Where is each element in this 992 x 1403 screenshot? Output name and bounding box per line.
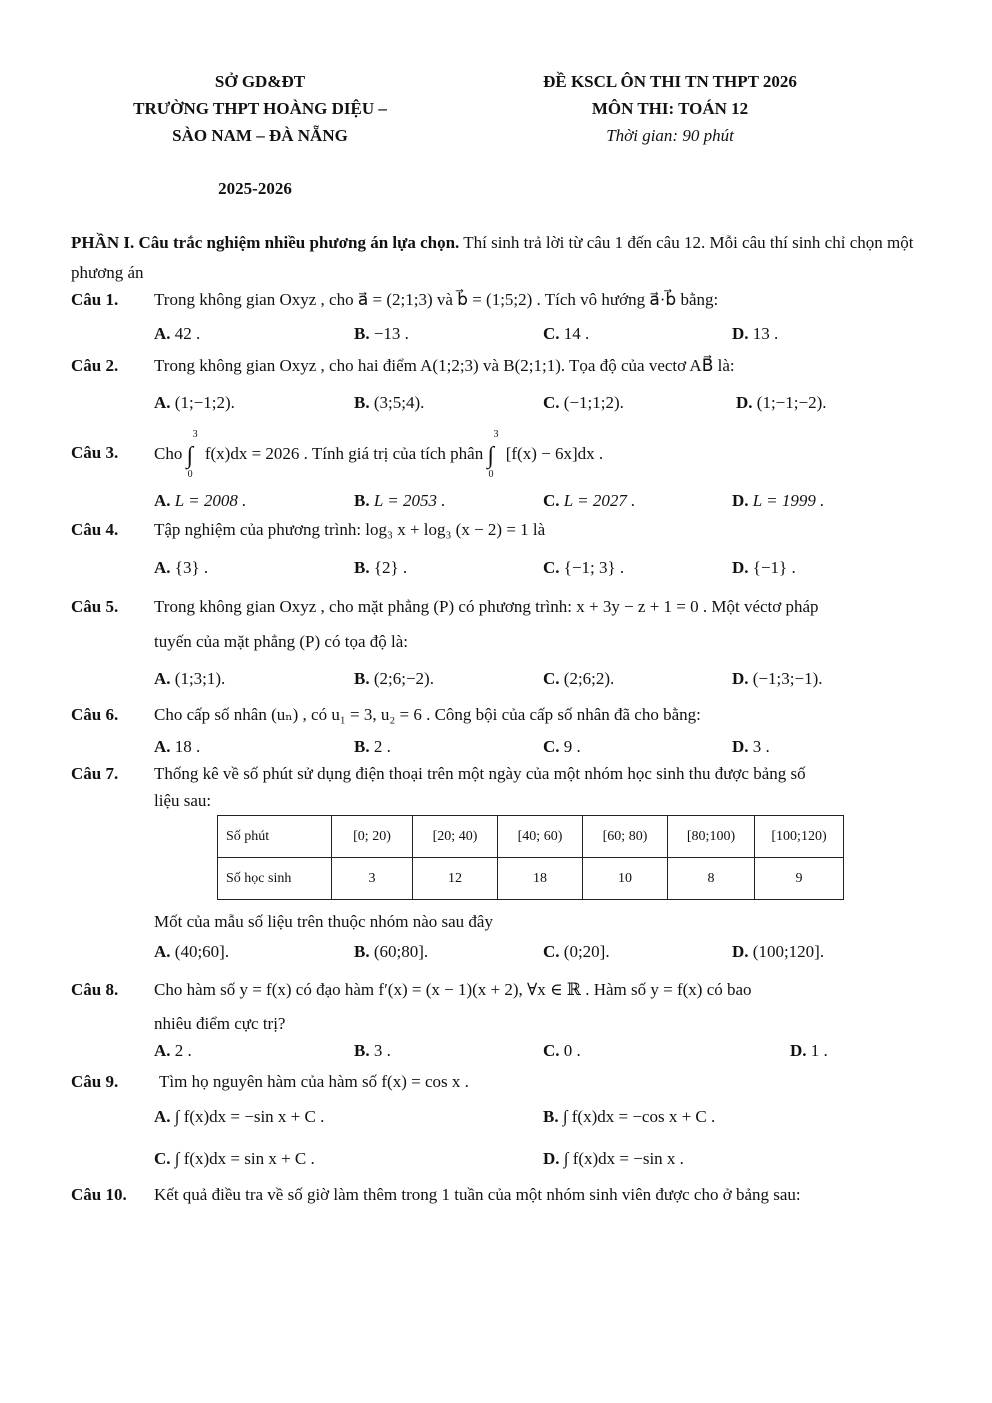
- table-header-cell: Số phút: [218, 816, 332, 858]
- q7-option-b[interactable]: B. (60;80].: [354, 942, 429, 961]
- section-title: PHẦN I. Câu trắc nghiệm nhiều phương án lựa chọn.: [71, 233, 460, 252]
- q1-option-a[interactable]: A. 42 .: [154, 324, 201, 343]
- question-8-label: Câu 8.: [71, 980, 119, 999]
- q9-option-a[interactable]: A. ∫ f(x)dx = −sin x + C .: [154, 1107, 325, 1126]
- q3-option-b[interactable]: B. L = 2053 .: [354, 491, 446, 510]
- table-cell: [100;120): [755, 816, 844, 858]
- q9-option-d[interactable]: D. ∫ f(x)dx = −sin x .: [543, 1149, 684, 1168]
- q6-option-a[interactable]: A. 18 .: [154, 737, 201, 756]
- q8-option-d[interactable]: D. 1 .: [790, 1041, 828, 1060]
- q2-option-c[interactable]: C. (−1;1;2).: [543, 393, 624, 412]
- q6-option-d[interactable]: D. 3 .: [732, 737, 770, 756]
- q7-option-c[interactable]: C. (0;20].: [543, 942, 610, 961]
- exam-duration: Thời gian: 90 phút: [606, 126, 734, 145]
- table-cell: 8: [668, 858, 755, 900]
- question-3-text: Cho ∫ 3 0 f(x)dx = 2026 . Tính giá trị của tích phân ∫ 3 0 [f(x) − 6x]dx .: [154, 429, 604, 480]
- section-heading: [71, 228, 922, 288]
- question-2-label: Câu 2.: [71, 356, 119, 375]
- q3-option-a[interactable]: A. L = 2008 .: [154, 491, 247, 510]
- q2-option-d[interactable]: D. (1;−1;−2).: [736, 393, 827, 412]
- q3-option-d[interactable]: D. L = 1999 .: [732, 491, 825, 510]
- school-year: 2025-2026: [218, 179, 292, 198]
- q5-option-c[interactable]: C. (2;6;2).: [543, 669, 615, 688]
- exam-title: ĐỀ KSCL ÔN THI TN THPT 2026: [543, 72, 797, 91]
- table-row: [218, 858, 844, 900]
- question-3-label: Câu 3.: [71, 443, 119, 462]
- question-8-text-cont: nhiêu điểm cực trị?: [154, 1014, 286, 1033]
- frequency-table: [217, 815, 844, 900]
- integral-1: ∫ 3 0: [186, 429, 198, 480]
- question-7-text-cont: liệu sau:: [154, 791, 212, 810]
- q6-option-b[interactable]: B. 2 .: [354, 737, 391, 756]
- q2-option-a[interactable]: A. (1;−1;2).: [154, 393, 235, 412]
- school-name: TRƯỜNG THPT HOÀNG DIỆU –: [133, 99, 387, 118]
- question-7-label: Câu 7.: [71, 764, 119, 783]
- table-row: [218, 816, 844, 858]
- school-location: SÀO NAM – ĐÀ NẴNG: [172, 126, 348, 145]
- question-1-text: Trong không gian Oxyz , cho a⃗ = (2;1;3) và b⃗ = (1;5;2) . Tích vô hướng a⃗·b⃗ bằng:: [154, 290, 719, 309]
- q5-option-d[interactable]: D. (−1;3;−1).: [732, 669, 823, 688]
- question-10-label: Câu 10.: [71, 1185, 127, 1204]
- table-cell: 12: [413, 858, 498, 900]
- q7-option-a[interactable]: A. (40;60].: [154, 942, 230, 961]
- q1-option-b[interactable]: B. −13 .: [354, 324, 409, 343]
- question-7-prompt: Mốt của mẫu số liệu trên thuộc nhóm nào sau đây: [154, 912, 493, 931]
- table-cell: [40; 60): [498, 816, 583, 858]
- q1-option-c[interactable]: C. 14 .: [543, 324, 590, 343]
- question-1-label: Câu 1.: [71, 290, 119, 309]
- q5-option-a[interactable]: A. (1;3;1).: [154, 669, 226, 688]
- q5-option-b[interactable]: B. (2;6;−2).: [354, 669, 434, 688]
- q8-option-a[interactable]: A. 2 .: [154, 1041, 192, 1060]
- q1-option-d[interactable]: D. 13 .: [732, 324, 779, 343]
- question-4-label: Câu 4.: [71, 520, 119, 539]
- q4-option-c[interactable]: C. {−1; 3} .: [543, 558, 625, 577]
- question-5-text-cont: tuyến của mặt phẳng (P) có tọa độ là:: [154, 632, 408, 651]
- question-6-text: Cho cấp số nhân (uₙ) , có u₁ = 3, u₂ = 6 . Công bội của cấp số nhân đã cho bằng:: [154, 705, 701, 724]
- question-8-text: Cho hàm số y = f(x) có đạo hàm f′(x) = (x − 1)(x + 2), ∀x ∈ ℝ . Hàm số y = f(x) có bao: [154, 980, 752, 999]
- q4-option-a[interactable]: A. {3} .: [154, 558, 209, 577]
- q4-option-d[interactable]: D. {−1} .: [732, 558, 796, 577]
- question-6-label: Câu 6.: [71, 705, 119, 724]
- table-cell: [80;100): [668, 816, 755, 858]
- table-cell: 18: [498, 858, 583, 900]
- q6-option-c[interactable]: C. 9 .: [543, 737, 581, 756]
- q2-option-b[interactable]: B. (3;5;4).: [354, 393, 425, 412]
- question-7-text: Thống kê về số phút sử dụng điện thoại trên một ngày của một nhóm học sinh thu được bảng số: [154, 764, 806, 783]
- department-name: SỞ GD&ĐT: [214, 72, 306, 91]
- table-header-cell: Số học sinh: [218, 858, 332, 900]
- question-5-label: Câu 5.: [71, 597, 119, 616]
- question-4-text: Tập nghiệm của phương trình: log₃ x + log₃ (x − 2) = 1 là: [154, 520, 546, 539]
- table-cell: 3: [332, 858, 413, 900]
- q8-option-c[interactable]: C. 0 .: [543, 1041, 581, 1060]
- question-5-text: Trong không gian Oxyz , cho mặt phẳng (P) có phương trình: x + 3y − z + 1 = 0 . Một véctơ pháp: [154, 597, 819, 616]
- table-cell: 9: [755, 858, 844, 900]
- integral-2: ∫ 3 0: [487, 429, 499, 480]
- question-10-text: Kết quả điều tra về số giờ làm thêm trong 1 tuần của một nhóm sinh viên được cho ở bảng sau:: [154, 1185, 801, 1204]
- q9-option-b[interactable]: B. ∫ f(x)dx = −cos x + C .: [543, 1107, 716, 1126]
- section-instruction: Thí sinh trả lời từ câu 1 đến câu 12. Mỗi câu thí sinh chỉ chọn một phương án: [71, 233, 914, 282]
- table-cell: [0; 20): [332, 816, 413, 858]
- question-9-text: Tìm họ nguyên hàm của hàm số f(x) = cos x .: [159, 1072, 469, 1091]
- table-cell: [20; 40): [413, 816, 498, 858]
- q9-option-c[interactable]: C. ∫ f(x)dx = sin x + C .: [154, 1149, 315, 1168]
- q3-option-c[interactable]: C. L = 2027 .: [543, 491, 636, 510]
- exam-subject: MÔN THI: TOÁN 12: [591, 99, 749, 118]
- table-cell: 10: [583, 858, 668, 900]
- q4-option-b[interactable]: B. {2} .: [354, 558, 408, 577]
- table-cell: [60; 80): [583, 816, 668, 858]
- question-2-text: Trong không gian Oxyz , cho hai điểm A(1;2;3) và B(2;1;1). Tọa độ của vectơ AB⃗ là:: [154, 356, 735, 375]
- q8-option-b[interactable]: B. 3 .: [354, 1041, 391, 1060]
- question-9-label: Câu 9.: [71, 1072, 119, 1091]
- q7-option-d[interactable]: D. (100;120].: [732, 942, 825, 961]
